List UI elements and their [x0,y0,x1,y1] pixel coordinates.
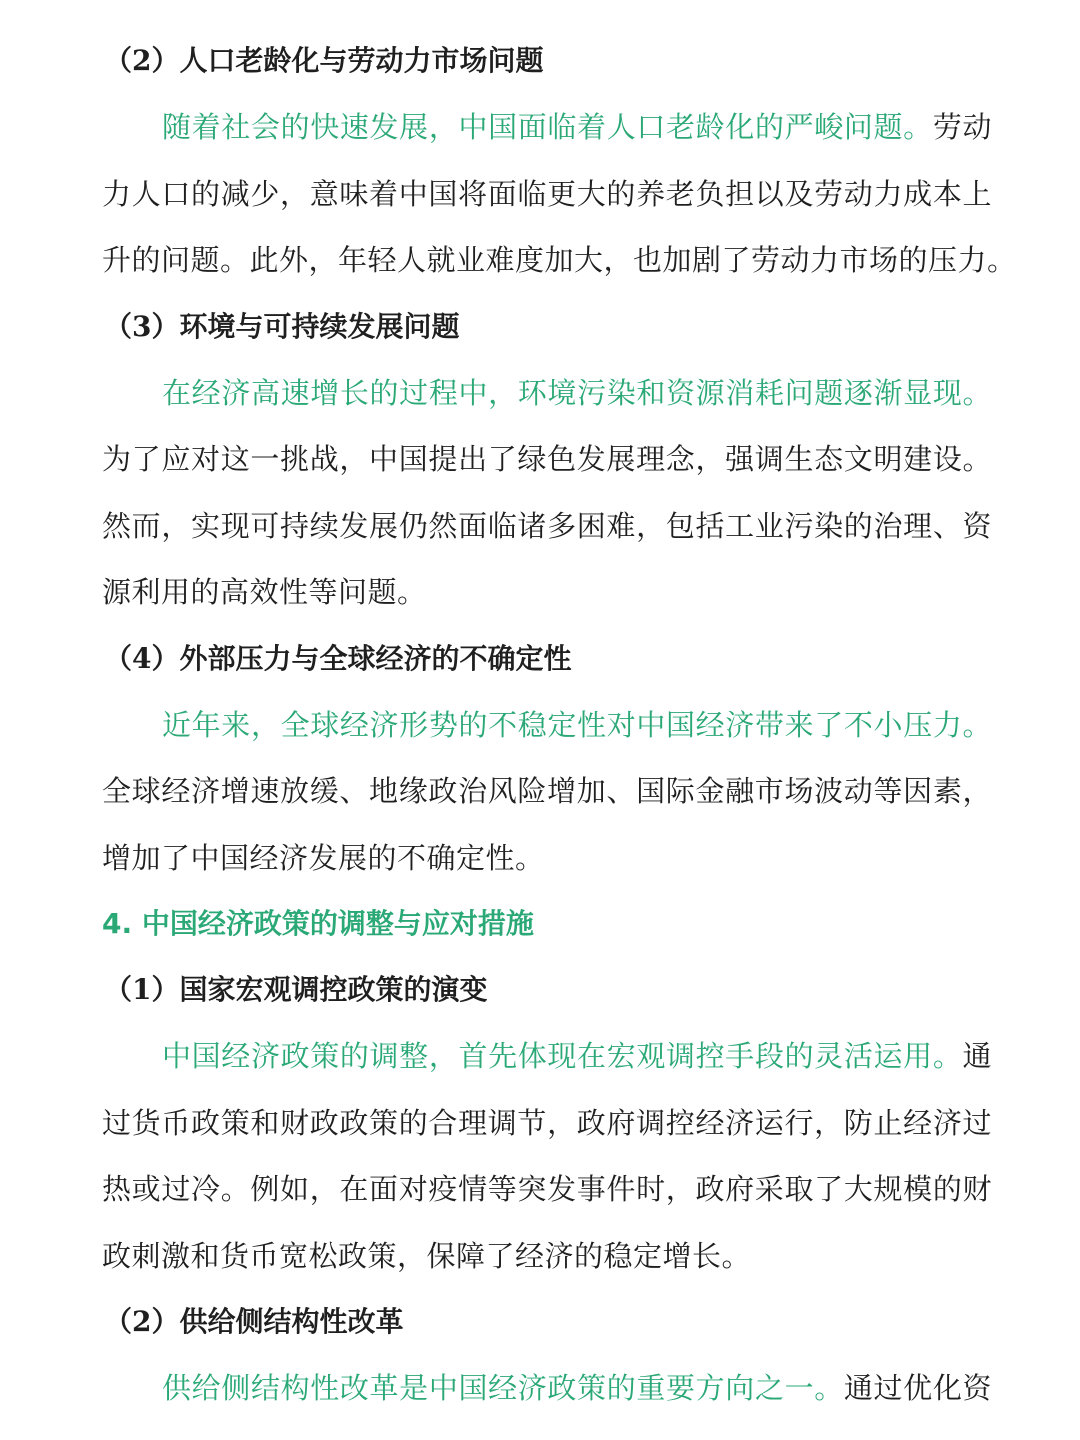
subheading-supply-side: （2）供给侧结构性改革 [104,1305,404,1338]
body-text: 热或过冷。例如，在面对疫情等突发事件时，政府采取了大规模的财 [102,1172,992,1206]
subheading-macro-control: （1）国家宏观调控政策的演变 [104,973,488,1006]
body-text: 过货币政策和财政政策的合理调节，政府调控经济运行，防止经济过 [102,1105,992,1140]
subheading-aging-labor: （2）人口老龄化与劳动力市场问题 [104,44,544,77]
paragraph-line [102,758,992,825]
paragraph-line [102,1023,992,1090]
paragraph-aging-labor [102,94,1017,294]
paragraph-line [102,94,992,161]
highlight-text: 在经济高速增长的过程中，环境污染和资源消耗问题逐渐显现。 [162,375,992,410]
paragraph-macro-control [102,1023,992,1289]
body-text: 通过优化资 [843,1371,992,1405]
body-text: 全球经济增速放缓、地缘政治风险增加、国际金融市场波动等因素， [102,774,992,808]
body-text: 政刺激和货币宽松政策，保障了经济的稳定增长。 [102,1238,752,1273]
body-text: 源利用的高效性等问题。 [102,575,427,609]
body-text: 然而，实现可持续发展仍然面临诸多困难，包括工业污染的治理、资 [102,508,992,543]
body-text: 增加了中国经济发展的不确定性。 [102,840,545,875]
body-text: 通 [962,1039,992,1073]
subheading-environment: （3）环境与可持续发展问题 [104,309,460,343]
paragraph-line [102,1156,992,1223]
body-text: 为了应对这一挑战，中国提出了绿色发展理念，强调生态文明建设。 [102,442,992,476]
paragraph-line [102,1223,992,1290]
paragraph-line [102,360,992,427]
paragraph-line [102,825,992,892]
highlight-text: 供给侧结构性改革是中国经济政策的重要方向之一。 [162,1371,844,1405]
paragraph-line [102,692,992,759]
paragraph-line [102,227,1017,294]
body-text: 劳动 [932,110,992,144]
paragraph-line [102,1355,992,1422]
paragraph-line [102,161,992,228]
highlight-text: 中国经济政策的调整，首先体现在宏观调控手段的灵活运用。 [162,1039,963,1073]
paragraph-line [102,1090,992,1157]
paragraph-line [102,559,992,626]
paragraph-supply-side [102,1355,992,1422]
section-heading-policy: 4. 中国经济政策的调整与应对措施 [102,907,534,940]
highlight-text: 随着社会的快速发展，中国面临着人口老龄化的严峻问题。 [162,110,933,144]
body-text: 升的问题。此外，年轻人就业难度加大，也加剧了劳动力市场的压力。 [102,243,1017,277]
highlight-text: 近年来，全球经济形势的不稳定性对中国经济带来了不小压力。 [162,707,992,742]
document-page [102,28,1017,1422]
paragraph-external-pressure [102,692,992,892]
paragraph-line [102,493,992,560]
body-text: 力人口的减少，意味着中国将面临更大的养老负担以及劳动力成本上 [102,176,992,211]
paragraph-environment [102,360,992,626]
subheading-external-pressure: （4）外部压力与全球经济的不确定性 [104,641,572,675]
paragraph-line [102,426,992,493]
